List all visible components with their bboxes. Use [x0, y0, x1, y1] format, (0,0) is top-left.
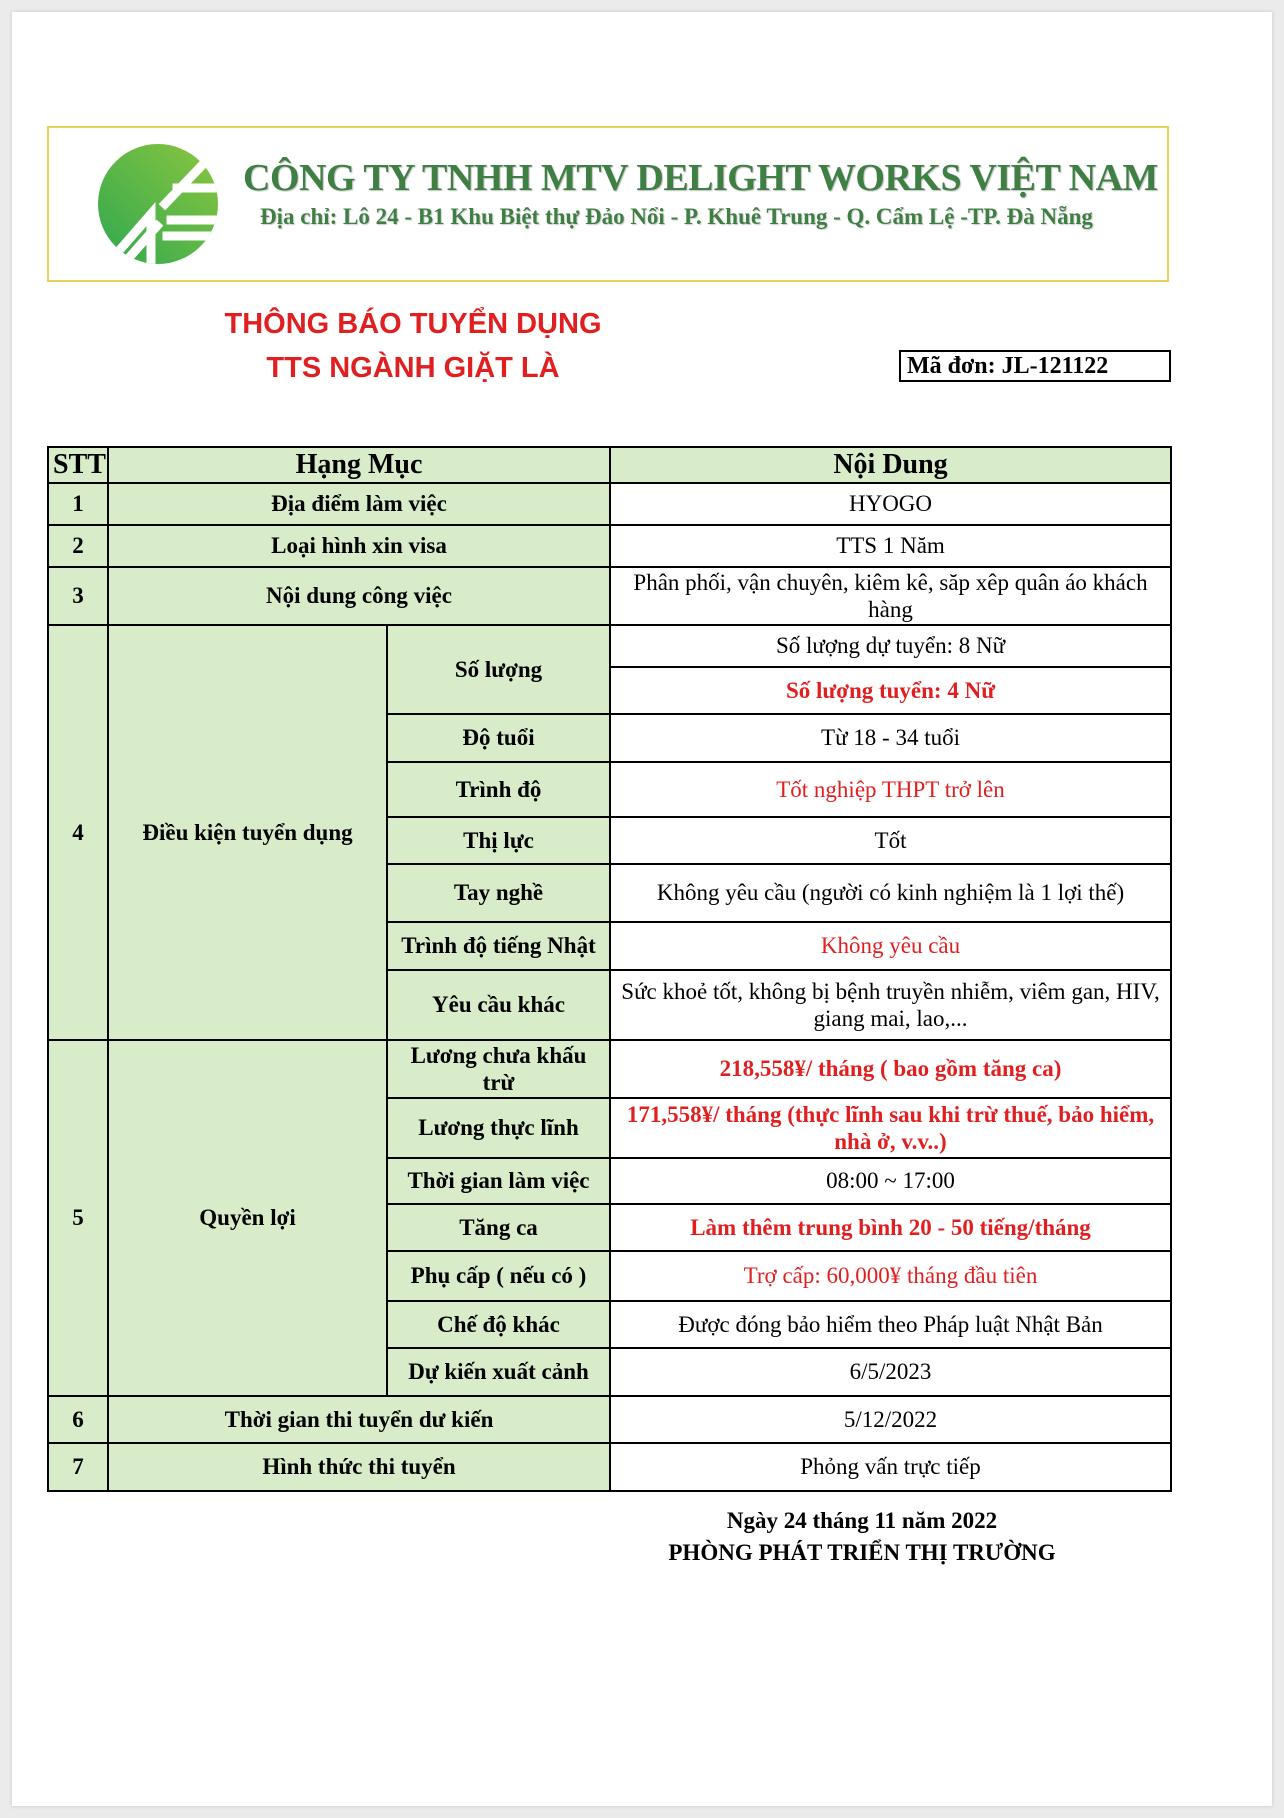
- issue-date: Ngày 24 tháng 11 năm 2022: [726, 1508, 998, 1533]
- skill-value: Không yêu cầu (người có kinh nghiệm là 1 lợi thế): [610, 864, 1171, 922]
- quantity-label: Số lượng: [387, 625, 610, 714]
- row-category: Điều kiện tuyển dụng: [108, 625, 387, 1040]
- allowance-value: Trợ cấp: 60,000¥ tháng đầu tiên: [610, 1251, 1171, 1301]
- eyesight-value: Tốt: [610, 817, 1171, 864]
- japanese-label: Trình độ tiếng Nhật: [387, 922, 610, 970]
- benefits-value: Được đóng bảo hiểm theo Pháp luật Nhật Bản: [610, 1301, 1171, 1348]
- row-content: 5/12/2022: [610, 1396, 1171, 1443]
- work-hours-value: 08:00 ~ 17:00: [610, 1158, 1171, 1204]
- quantity-applicants: Số lượng dự tuyển: 8 Nữ: [610, 625, 1171, 667]
- company-name: CÔNG TY TNHH MTV DELIGHT WORKS VIỆT NAM: [243, 157, 1158, 199]
- row-number: 5: [48, 1040, 108, 1396]
- japanese-value: Không yêu cầu: [610, 922, 1171, 970]
- row-category: Loại hình xin visa: [108, 525, 610, 567]
- company-logo-icon: [91, 142, 225, 266]
- table-row: [48, 567, 1171, 625]
- row-number: 6: [48, 1396, 108, 1443]
- overtime-value: Làm thêm trung bình 20 - 50 tiếng/tháng: [610, 1204, 1171, 1251]
- table-row: [48, 625, 1171, 667]
- net-salary-label: Lương thực lĩnh: [387, 1098, 610, 1158]
- overtime-label: Tăng ca: [387, 1204, 610, 1251]
- education-label: Trình độ: [387, 762, 610, 817]
- row-number: 7: [48, 1443, 108, 1491]
- header-category: Hạng Mục: [108, 447, 610, 483]
- row-number: 2: [48, 525, 108, 567]
- row-number: 3: [48, 567, 108, 625]
- row-number: 4: [48, 625, 108, 1040]
- row-category: Hình thức thi tuyển: [108, 1443, 610, 1491]
- departure-value: 6/5/2023: [610, 1348, 1171, 1396]
- header-content: Nội Dung: [610, 447, 1171, 483]
- row-number: 1: [48, 483, 108, 525]
- row-content: Phỏng vấn trực tiếp: [610, 1443, 1171, 1491]
- age-value: Từ 18 - 34 tuổi: [610, 714, 1171, 762]
- gross-salary-value: 218,558¥/ tháng ( bao gồm tăng ca): [610, 1040, 1171, 1098]
- issuing-department: PHÒNG PHÁT TRIỂN THỊ TRƯỜNG: [668, 1540, 1056, 1565]
- company-header: [47, 126, 1169, 282]
- row-content: HYOGO: [610, 483, 1171, 525]
- document-page: [12, 12, 1272, 1806]
- row-content: Phân phối, vận chuyên, kiêm kê, săp xêp quân áo khách hàng: [610, 567, 1171, 625]
- notice-title: THÔNG BÁO TUYỂN DỤNG: [224, 308, 602, 340]
- table-header-row: [48, 447, 1171, 483]
- company-address: Địa chỉ: Lô 24 - B1 Khu Biệt thự Đảo Nổi - P. Khuê Trung - Q. Cẩm Lệ -TP. Đà Nẵng: [260, 204, 1093, 229]
- row-category: Quyền lợi: [108, 1040, 387, 1396]
- work-hours-label: Thời gian làm việc: [387, 1158, 610, 1204]
- net-salary-value: 171,558¥/ tháng (thực lĩnh sau khi trừ thuế, bảo hiểm, nhà ở, v.v..): [610, 1098, 1171, 1158]
- other-value: Sức khoẻ tốt, không bị bệnh truyền nhiễm, viêm gan, HIV, giang mai, lao,...: [610, 970, 1171, 1040]
- table-row: [48, 1443, 1171, 1491]
- notice-subtitle: TTS NGÀNH GIẶT LÀ: [266, 352, 560, 384]
- education-value: Tốt nghiệp THPT trở lên: [610, 762, 1171, 817]
- eyesight-label: Thị lực: [387, 817, 610, 864]
- table-row: [48, 1040, 1171, 1098]
- other-label: Yêu cầu khác: [387, 970, 610, 1040]
- order-code: Mã đơn: JL-121122: [899, 350, 1171, 382]
- benefits-label: Chế độ khác: [387, 1301, 610, 1348]
- age-label: Độ tuổi: [387, 714, 610, 762]
- allowance-label: Phụ cấp ( nếu có ): [387, 1251, 610, 1301]
- quantity-hired: Số lượng tuyển: 4 Nữ: [610, 667, 1171, 714]
- header-stt: STT: [48, 447, 108, 483]
- row-category: Địa điểm làm việc: [108, 483, 610, 525]
- table-row: [48, 525, 1171, 567]
- skill-label: Tay nghề: [387, 864, 610, 922]
- gross-salary-label: Lương chưa khấu trừ: [387, 1040, 610, 1098]
- departure-label: Dự kiến xuất cảnh: [387, 1348, 610, 1396]
- table-row: [48, 1396, 1171, 1443]
- row-content: TTS 1 Năm: [610, 525, 1171, 567]
- row-category: Nội dung công việc: [108, 567, 610, 625]
- table-row: [48, 483, 1171, 525]
- row-category: Thời gian thi tuyển dư kiến: [108, 1396, 610, 1443]
- recruitment-table: [47, 446, 1172, 1492]
